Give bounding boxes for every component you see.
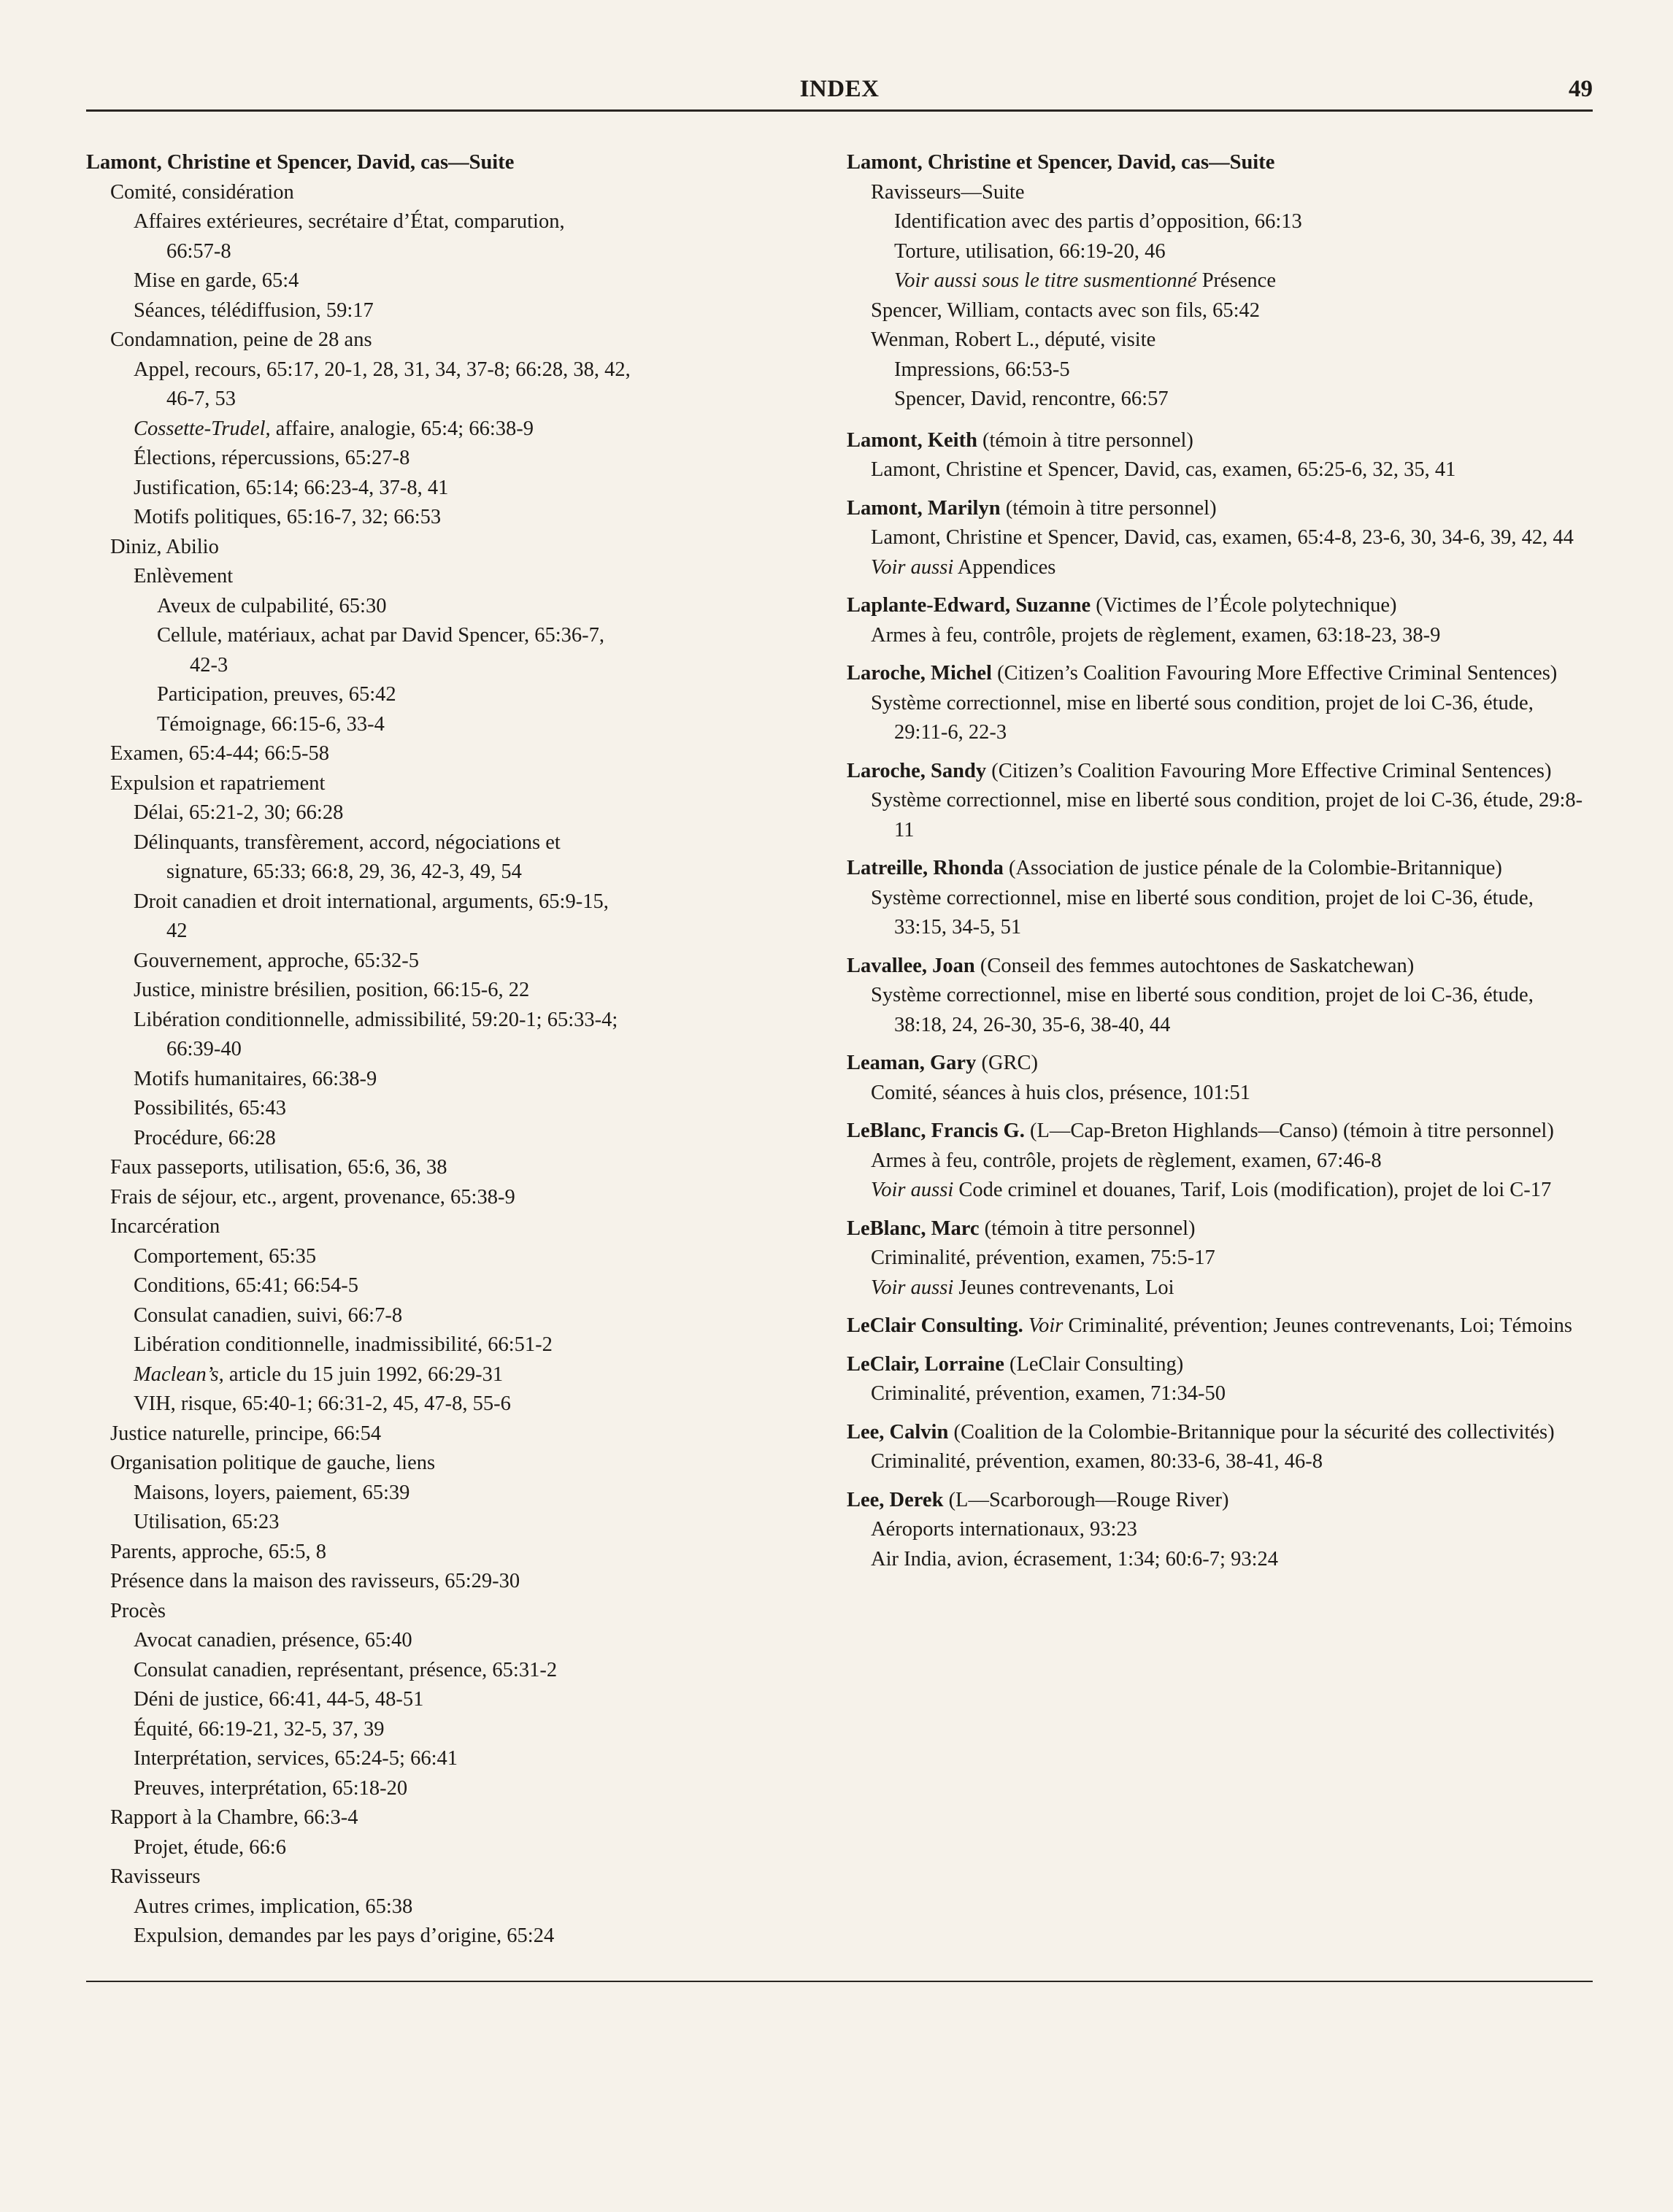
subentry: Justification, 65:14; 66:23-4, 37-8, 41 — [134, 476, 449, 499]
subentry — [847, 266, 1584, 296]
subentry: Affaires extérieures, secrétaire d’État, comparution, — [134, 210, 565, 233]
subentry: Témoignage, 66:15-6, 33-4 — [157, 712, 385, 736]
index-column-left — [86, 148, 823, 1951]
subentry: Preuves, interprétation, 65:18-20 — [134, 1776, 408, 1800]
page-title: INDEX — [799, 76, 880, 102]
locator: signature, 65:33; 66:8, 29, 36, 42-3, 49, 54 — [166, 860, 522, 883]
entry-heading — [847, 1418, 1584, 1448]
entry-qualifier: (GRC) — [976, 1052, 1039, 1074]
subentry: Air India, avion, écrasement, 1:34; 60:6-7; 93:24 — [871, 1547, 1278, 1571]
subentry: Droit canadien et droit international, arguments, 65:9-15, — [134, 890, 609, 913]
subentry: Organisation politique de gauche, liens — [110, 1452, 436, 1474]
page-number: 49 — [1569, 76, 1593, 102]
subentry: Système correctionnel, mise en liberté sous condition, projet de loi C-36, étude, 38:18, 24, 26-30, 35-6, 38-40, 44 — [871, 984, 1534, 1036]
subentry: Faux passeports, utilisation, 65:6, 36, 38 — [110, 1156, 447, 1179]
subentry — [86, 1035, 823, 1065]
subentry: Interprétation, services, 65:24-5; 66:41 — [134, 1747, 458, 1770]
index-entry — [847, 1418, 1584, 1477]
entry-name: Leaman, Gary — [847, 1052, 977, 1074]
page-header — [86, 73, 1593, 112]
subentry: Examen, 65:4-44; 66:5-58 — [110, 742, 329, 765]
subentry: Consulat canadien, représentant, présence, 65:31-2 — [134, 1658, 558, 1681]
italic-term: Cossette-Trudel, — [134, 417, 271, 440]
entry-heading — [847, 1214, 1584, 1244]
subentry: Wenman, Robert L., député, visite — [871, 328, 1156, 351]
locator: 66:57-8 — [166, 239, 231, 263]
subentry: Criminalité, prévention, examen, 71:34-50 — [871, 1382, 1226, 1405]
subentry — [86, 415, 823, 444]
subentry: VIH, risque, 65:40-1; 66:31-2, 45, 47-8, 55-6 — [134, 1392, 511, 1415]
entry-name: LeClair, Lorraine — [847, 1352, 1004, 1376]
entry-qualifier: (Citizen’s Coalition Favouring More Effective Criminal Sentences) — [986, 759, 1552, 782]
subentry: Identification avec des partis d’opposition, 66:13 — [894, 210, 1302, 233]
entry-qualifier: (Citizen’s Coalition Favouring More Effective Criminal Sentences) — [991, 662, 1558, 685]
subentry: Spencer, David, rencontre, 66:57 — [894, 388, 1169, 410]
subentry: Diniz, Abilio — [110, 535, 219, 558]
subentry: Armes à feu, contrôle, projets de règlement, examen, 63:18-23, 38-9 — [871, 623, 1441, 647]
index-entry — [847, 1117, 1584, 1206]
subentry: Avocat canadien, présence, 65:40 — [134, 1629, 412, 1652]
subentry: Libération conditionnelle, inadmissibilité, 66:51-2 — [134, 1333, 553, 1356]
index-entry — [847, 1049, 1584, 1108]
entry-heading — [847, 1311, 1584, 1341]
subentry: Présence dans la maison des ravisseurs, 65:29-30 — [110, 1570, 520, 1592]
index-entry — [847, 591, 1584, 650]
subentry: Autres crimes, implication, 65:38 — [134, 1895, 413, 1918]
entry-name: Lamont, Marilyn — [847, 496, 1001, 520]
subentry: Incarcération — [110, 1215, 220, 1238]
subentry: Élections, répercussions, 65:27-8 — [134, 447, 410, 469]
entry-heading — [847, 591, 1584, 621]
subentry: Spencer, William, contacts avec son fils, 65:42 — [871, 298, 1261, 322]
italic-term: Maclean’s, — [134, 1363, 224, 1386]
entry-name: Lee, Calvin — [847, 1420, 949, 1444]
subentry: Délai, 65:21-2, 30; 66:28 — [134, 801, 344, 824]
cross-reference: Voir aussi sous le titre susmentionné — [894, 269, 1197, 292]
subentry: Lamont, Christine et Spencer, David, cas, examen, 65:4-8, 23-6, 30, 34-6, 39, 42, 44 — [871, 526, 1574, 549]
subentry: Séances, télédiffusion, 59:17 — [134, 298, 374, 322]
entry-heading — [847, 1486, 1584, 1516]
index-entry — [847, 659, 1584, 748]
subentry: Criminalité, prévention, examen, 80:33-6, 38-41, 46-8 — [871, 1450, 1323, 1473]
subentry — [86, 858, 823, 887]
index-entry — [847, 426, 1584, 485]
subentry: Gouvernement, approche, 65:32-5 — [134, 949, 419, 972]
entry-name: LeBlanc, Francis G. — [847, 1120, 1025, 1142]
locator: 66:39-40 — [166, 1038, 242, 1060]
subentry: Aveux de culpabilité, 65:30 — [157, 594, 387, 617]
entry-heading — [847, 1049, 1584, 1079]
entry-name: Latreille, Rhonda — [847, 857, 1004, 879]
subentry: Système correctionnel, mise en liberté sous condition, projet de loi C-36, étude, 29:8-11 — [871, 789, 1583, 841]
subentry: Enlèvement — [134, 565, 234, 587]
entry-qualifier: (Coalition de la Colombie-Britannique pour la sécurité des collectivités) — [948, 1420, 1555, 1444]
subentry: Comité, séances à huis clos, présence, 101:51 — [871, 1081, 1250, 1104]
subentry: Lamont, Christine et Spencer, David, cas, examen, 65:25-6, 32, 35, 41 — [871, 458, 1456, 481]
index-entry — [847, 1311, 1584, 1341]
subentry: Procès — [110, 1599, 166, 1622]
entry-qualifier: (témoin à titre personnel) — [977, 428, 1193, 452]
entry-name: Lee, Derek — [847, 1488, 944, 1511]
entry-name: LeClair Consulting. — [847, 1314, 1023, 1337]
subentry: Consulat canadien, suivi, 66:7-8 — [134, 1303, 403, 1327]
entry-qualifier: (Conseil des femmes autochtones de Saskatchewan) — [974, 954, 1415, 977]
subentry: Armes à feu, contrôle, projets de règlement, examen, 67:46-8 — [871, 1149, 1382, 1172]
subentry — [847, 1273, 1584, 1303]
entry-name: Lamont, Keith — [847, 428, 977, 452]
subentry: Ravisseurs — [110, 1865, 201, 1888]
subentry — [86, 385, 823, 415]
entry-heading — [847, 952, 1584, 982]
subentry: Criminalité, prévention, examen, 75:5-17 — [871, 1246, 1215, 1269]
entry-qualifier: (L—Cap-Breton Highlands—Canso) (témoin à titre personnel) — [1024, 1120, 1554, 1142]
entry-qualifier: (LeClair Consulting) — [1004, 1352, 1184, 1376]
entry-qualifier: Criminalité, prévention; Jeunes contrevenants, Loi; Témoins — [1063, 1314, 1572, 1337]
subentry: Condamnation, peine de 28 ans — [110, 328, 372, 351]
subentry: Motifs politiques, 65:16-7, 32; 66:53 — [134, 506, 442, 528]
entry-heading — [847, 757, 1584, 787]
index-entry — [847, 1350, 1584, 1409]
subentry: Mise en garde, 65:4 — [134, 269, 299, 292]
entry-qualifier: (L—Scarborough—Rouge River) — [943, 1488, 1229, 1511]
subentry: Expulsion, demandes par les pays d’origine, 65:24 — [134, 1924, 555, 1947]
cross-reference: Voir aussi — [871, 555, 954, 579]
subentry: Délinquants, transfèrement, accord, négociations et — [134, 831, 561, 854]
subentry: Maisons, loyers, paiement, 65:39 — [134, 1481, 410, 1504]
subentry-text: Appendices — [953, 555, 1056, 579]
subentry: Projet, étude, 66:6 — [134, 1835, 286, 1859]
index-entry — [847, 757, 1584, 846]
entry-heading — [847, 426, 1584, 456]
subentry: Parents, approche, 65:5, 8 — [110, 1540, 327, 1563]
subentry: Participation, preuves, 65:42 — [157, 683, 396, 706]
subentry-text: Présence — [1196, 269, 1276, 292]
index-entry — [847, 1214, 1584, 1303]
subentry — [847, 553, 1584, 583]
subentry — [86, 651, 823, 681]
entry-qualifier: (Association de justice pénale de la Colombie-Britannique) — [1003, 857, 1502, 879]
subentry: Libération conditionnelle, admissibilité, 59:20-1; 65:33-4; — [134, 1008, 618, 1031]
cross-reference: Voir — [1023, 1314, 1064, 1337]
subentry: Aéroports internationaux, 93:23 — [871, 1518, 1137, 1541]
subentry: Torture, utilisation, 66:19-20, 46 — [894, 239, 1166, 263]
subentry: Système correctionnel, mise en liberté sous condition, projet de loi C-36, étude, 29:11-6, 22-3 — [871, 691, 1534, 744]
subentry — [86, 1360, 823, 1390]
subentry: Ravisseurs—Suite — [871, 180, 1025, 204]
subentry: Impressions, 66:53-5 — [894, 358, 1070, 381]
subentry: Déni de justice, 66:41, 44-5, 48-51 — [134, 1688, 424, 1711]
subentry: Motifs humanitaires, 66:38-9 — [134, 1067, 377, 1090]
index-entry — [847, 148, 1584, 415]
subentry — [847, 1176, 1584, 1206]
subentry: Procédure, 66:28 — [134, 1126, 276, 1149]
entry-qualifier: (Victimes de l’École polytechnique) — [1091, 594, 1397, 617]
subentry: Justice, ministre brésilien, position, 66:15-6, 22 — [134, 979, 530, 1001]
subentry: Justice naturelle, principe, 66:54 — [110, 1422, 382, 1445]
subentry: Possibilités, 65:43 — [134, 1097, 287, 1120]
subentry: Expulsion et rapatriement — [110, 771, 326, 795]
subentry: Cellule, matériaux, achat par David Spencer, 65:36-7, — [157, 624, 604, 647]
entry-heading: Lamont, Christine et Spencer, David, cas—Suite — [847, 151, 1275, 174]
subentry: Système correctionnel, mise en liberté sous condition, projet de loi C-36, étude, 33:15, 34-5, 51 — [871, 886, 1534, 939]
subentry: Équité, 66:19-21, 32-5, 37, 39 — [134, 1717, 385, 1741]
entry-heading: Lamont, Christine et Spencer, David, cas—Suite — [86, 151, 515, 174]
cross-reference: Voir aussi — [871, 1179, 954, 1201]
locator: 42 — [166, 920, 188, 942]
entry-qualifier: (témoin à titre personnel) — [1000, 496, 1217, 520]
index-entry — [847, 854, 1584, 943]
entry-heading — [847, 1350, 1584, 1380]
entry-heading — [847, 659, 1584, 689]
subentry: Comportement, 65:35 — [134, 1244, 317, 1268]
subentry — [86, 917, 823, 947]
index-column-right — [847, 148, 1584, 1574]
entry-heading — [847, 494, 1584, 524]
subentry-text: article du 15 juin 1992, 66:29-31 — [223, 1363, 504, 1386]
index-entry — [847, 494, 1584, 583]
subentry — [86, 237, 823, 267]
entry-heading — [847, 1117, 1584, 1147]
subentry: Frais de séjour, etc., argent, provenance, 65:38-9 — [110, 1185, 515, 1209]
subentry: Conditions, 65:41; 66:54-5 — [134, 1274, 358, 1297]
subentry: Utilisation, 65:23 — [134, 1511, 280, 1533]
entry-name: Laroche, Sandy — [847, 759, 987, 782]
entry-heading — [847, 854, 1584, 884]
subentry: Comité, considération — [110, 180, 294, 204]
index-entry — [86, 148, 823, 1951]
subentry: Rapport à la Chambre, 66:3-4 — [110, 1806, 358, 1829]
entry-name: Laroche, Michel — [847, 662, 992, 685]
entry-qualifier: (témoin à titre personnel) — [979, 1217, 1196, 1240]
subentry: Appel, recours, 65:17, 20-1, 28, 31, 34, 37-8; 66:28, 38, 42, — [134, 358, 631, 381]
locator: 46-7, 53 — [166, 388, 236, 410]
subentry-text: affaire, analogie, 65:4; 66:38-9 — [270, 417, 534, 440]
footer-rule — [86, 1981, 1593, 1982]
subentry-text: Code criminel et douanes, Tarif, Lois (modification), projet de loi C-17 — [953, 1179, 1552, 1201]
entry-name: Laplante-Edward, Suzanne — [847, 594, 1091, 617]
locator: 42-3 — [190, 653, 228, 677]
index-entry — [847, 1486, 1584, 1575]
entry-name: LeBlanc, Marc — [847, 1217, 980, 1240]
subentry-text: Jeunes contrevenants, Loi — [953, 1276, 1174, 1299]
index-entry — [847, 952, 1584, 1041]
entry-name: Lavallee, Joan — [847, 954, 975, 977]
cross-reference: Voir aussi — [871, 1276, 954, 1299]
